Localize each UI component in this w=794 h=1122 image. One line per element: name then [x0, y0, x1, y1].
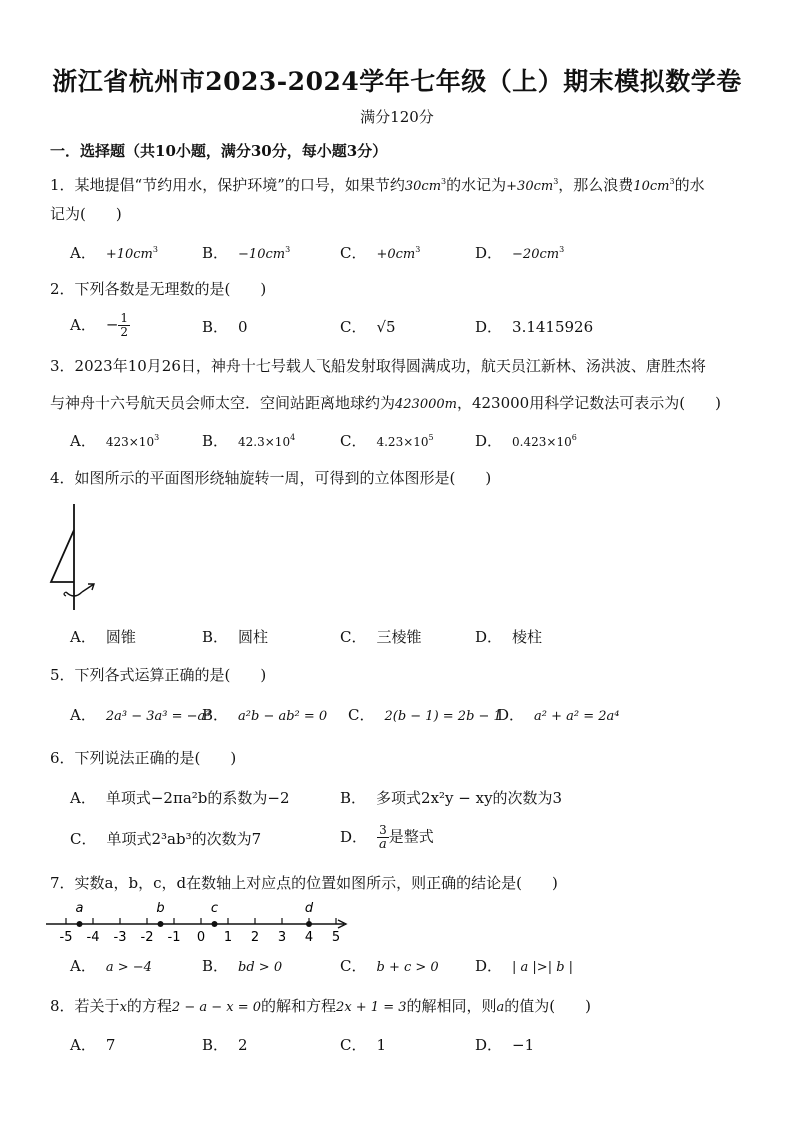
option-d[interactable]: D． a² + a² = 2a⁴ — [497, 706, 620, 724]
rotation-figure — [44, 502, 100, 614]
point-b — [158, 921, 164, 927]
axis-tick-label: 2 — [250, 930, 260, 945]
question-3-line2: 与神舟十六号航天员会师太空．空间站距离地球约为423000m，423000用科学记数法可表示为( ) — [50, 394, 721, 412]
question-8: 8．若关于x的方程2 − a − x = 0的解和方程2x + 1 = 3的解相同，则a的值为( ) — [50, 997, 592, 1015]
option-d[interactable]: D． | a |>| b | — [475, 957, 574, 975]
question-7: 7．实数a，b，c，d在数轴上对应点的位置如图所示，则正确的结论是( ) — [50, 874, 558, 892]
question-2: 2．下列各数是无理数的是( ) — [50, 280, 267, 298]
option-a[interactable]: A． − $\frac{1}{2}$ — [70, 311, 129, 339]
axis-tick-label: 3 — [277, 930, 287, 945]
axis-tick-label: -1 — [167, 930, 181, 945]
point-label-d: d — [304, 901, 314, 916]
option-c[interactable]: C． $+0cm^3$ — [340, 244, 421, 262]
question-4: 4．如图所示的平面图形绕轴旋转一周，可得到的立体图形是( ) — [50, 469, 492, 487]
page-title: 浙江省杭州市2023-2024学年七年级（上）期末模拟数学卷 — [52, 67, 742, 96]
axis-tick-label: -5 — [59, 930, 73, 945]
axis-tick-label: -4 — [86, 930, 100, 945]
option-a[interactable]: A． 7 — [70, 1036, 116, 1054]
option-d[interactable]: D． 3.1415926 — [475, 318, 594, 336]
option-b[interactable]: B． 2 — [202, 1036, 248, 1054]
point-c — [212, 921, 218, 927]
option-b[interactable]: B． bd > 0 — [202, 957, 283, 975]
option-a[interactable]: A． $+10cm^3$ — [70, 244, 158, 262]
option-b[interactable]: B． a²b − ab² = 0 — [202, 706, 328, 724]
point-label-b: b — [156, 901, 165, 916]
option-a[interactable]: A． a > −4 — [70, 957, 152, 975]
axis-tick-label: -3 — [113, 930, 127, 945]
option-d[interactable]: D． 棱柱 — [475, 628, 543, 646]
number-line — [40, 898, 360, 946]
question-1-line2: 记为( ) — [50, 205, 122, 223]
question-6: 6．下列说法正确的是( ) — [50, 749, 237, 767]
page-subtitle: 满分120分 — [360, 108, 434, 126]
option-d[interactable]: D． $\frac{3}{a}$ 是整式 — [340, 823, 434, 852]
question-1: 1．某地提倡“节约用水，保护环境”的口号，如果节约$30cm^3$的水记为$+30cm^3$，那么浪费$10cm^3$的水 — [50, 176, 705, 194]
option-a[interactable]: A． 单项式−2πa²b的系数为−2 — [70, 789, 290, 807]
option-a[interactable]: A． $423\times 10^3$ — [70, 432, 160, 450]
option-a[interactable]: A． 圆锥 — [70, 628, 136, 646]
axis-tick-label: 0 — [196, 930, 206, 945]
option-b[interactable]: B． $-10cm^3$ — [202, 244, 291, 262]
option-c[interactable]: C． √5 — [340, 318, 396, 336]
option-b[interactable]: B． 多项式2x²y − xy的次数为3 — [340, 789, 563, 807]
option-d[interactable]: D． $-20cm^3$ — [475, 244, 565, 262]
option-c[interactable]: C． 三棱锥 — [340, 628, 422, 646]
option-c[interactable]: C． 2(b − 1) = 2b − 1 — [348, 706, 502, 724]
option-d[interactable]: D． $0.423\times 10^6$ — [475, 432, 577, 450]
question-3: 3．2023年10月26日，神舟十七号载人飞船发射取得圆满成功，航天员江新林、汤洪波、唐胜杰将 — [50, 357, 706, 375]
option-c[interactable]: C． 1 — [340, 1036, 387, 1054]
point-a — [77, 921, 83, 927]
axis-tick-label: 1 — [223, 930, 233, 945]
option-d[interactable]: D． −1 — [475, 1036, 535, 1054]
option-c[interactable]: C． $4.23\times 10^5$ — [340, 432, 434, 450]
point-label-c: c — [210, 901, 219, 916]
option-a[interactable]: A． 2a³ − 3a³ = −a³ — [70, 706, 211, 724]
point-d — [306, 921, 312, 927]
point-label-a: a — [75, 901, 84, 916]
option-c[interactable]: C． 单项式2³ab³的次数为7 — [70, 830, 262, 848]
option-b[interactable]: B． $42.3\times 10^4$ — [202, 432, 296, 450]
option-b[interactable]: B． 0 — [202, 318, 248, 336]
question-5: 5．下列各式运算正确的是( ) — [50, 666, 267, 684]
axis-tick-label: 5 — [331, 930, 341, 945]
option-c[interactable]: C． b + c > 0 — [340, 957, 439, 975]
axis-tick-label: 4 — [304, 930, 314, 945]
axis-tick-label: -2 — [140, 930, 154, 945]
section-heading: 一．选择题（共10小题，满分30分，每小题3分） — [50, 142, 388, 160]
option-b[interactable]: B． 圆柱 — [202, 628, 269, 646]
